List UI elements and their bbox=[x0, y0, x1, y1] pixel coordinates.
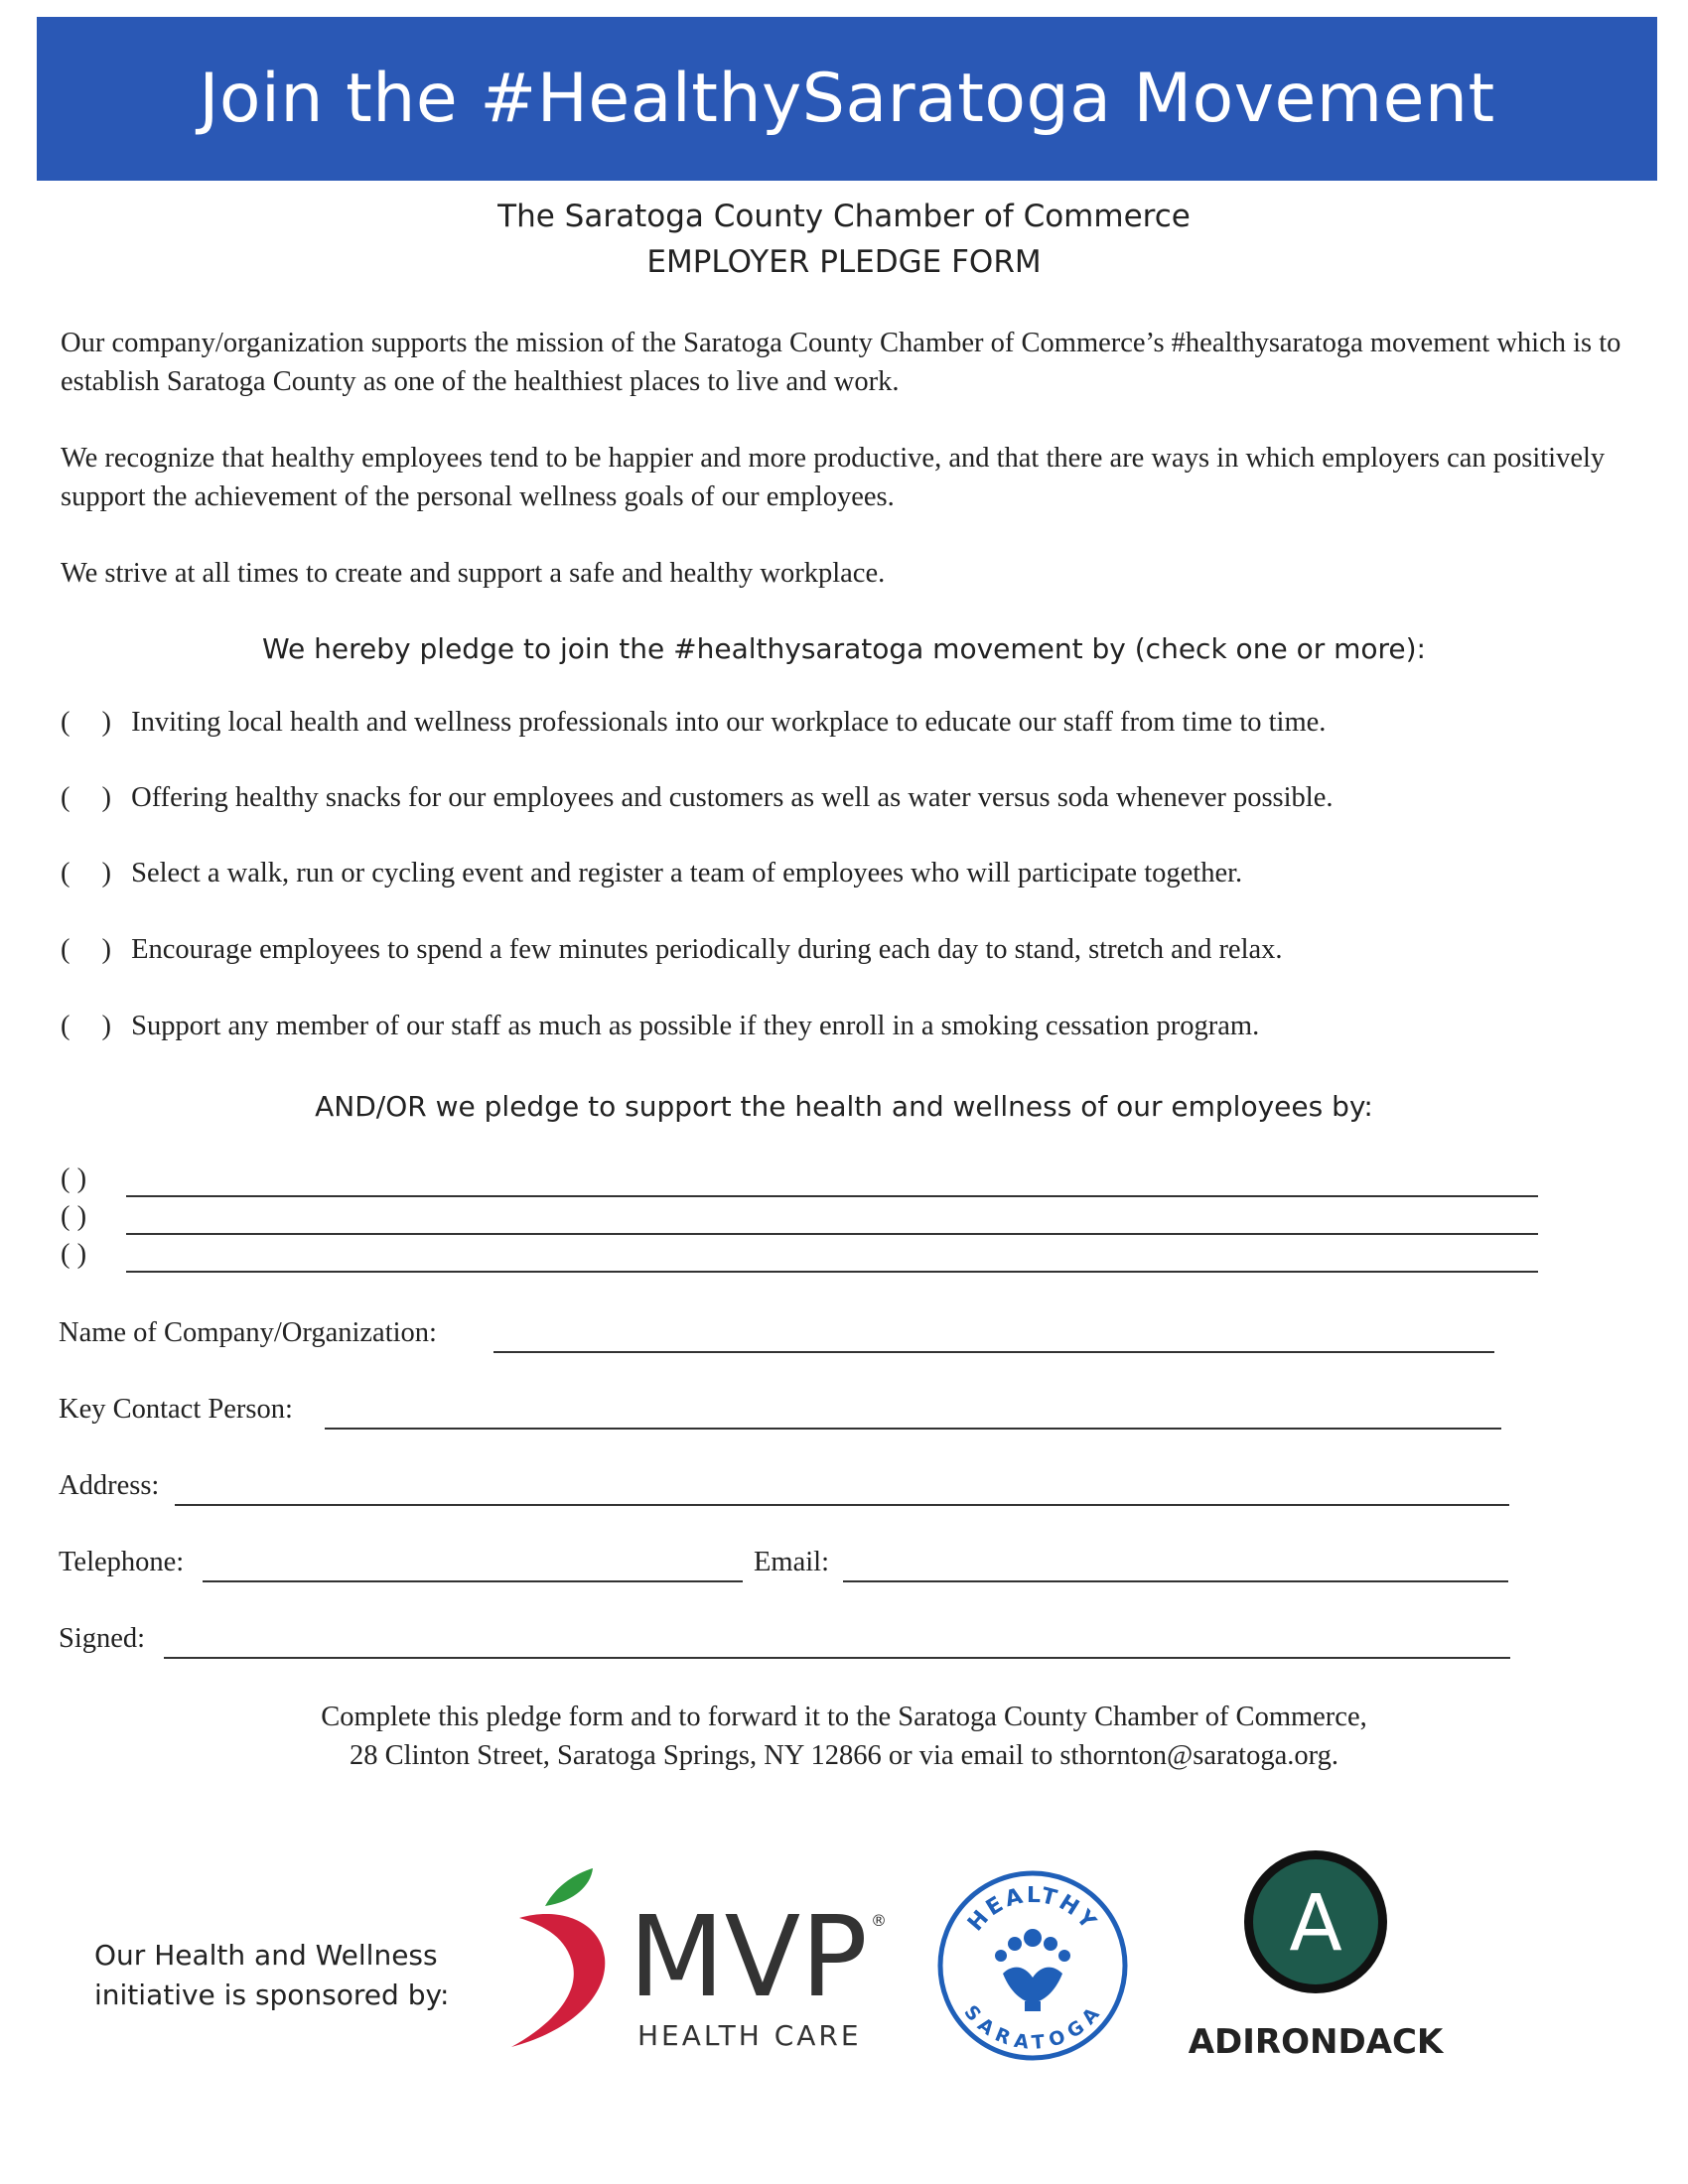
checkbox-parens[interactable]: ( ) bbox=[61, 1201, 87, 1232]
apple-swoosh-icon bbox=[511, 1914, 605, 2047]
adirondack-wordmark: ADIRONDACK bbox=[1188, 2022, 1444, 2062]
mvp-wordmark: MVP bbox=[629, 1893, 868, 2022]
safety-paragraph: We strive at all times to create and support a safe and healthy workplace. bbox=[61, 558, 886, 589]
checkbox-parens[interactable]: ( ) bbox=[61, 1163, 87, 1194]
recognition-paragraph: We recognize that healthy employees tend to be happier and more productive, and that there are ways in which employers can positively support the achievement of the personal wellness goals of our employees. bbox=[61, 443, 1606, 512]
form-title: EMPLOYER PLEDGE FORM bbox=[646, 244, 1042, 280]
checkbox-parens[interactable]: ( ) bbox=[61, 1011, 111, 1041]
company-field[interactable] bbox=[59, 1317, 1498, 1357]
telephone-line[interactable] bbox=[203, 1580, 743, 1582]
company-label: Name of Company/Organization: bbox=[59, 1317, 437, 1348]
registered-mark: ® bbox=[871, 1911, 887, 1930]
signature-line[interactable] bbox=[164, 1657, 1510, 1659]
pledge-option[interactable] bbox=[61, 782, 1334, 814]
contact-label: Key Contact Person: bbox=[59, 1394, 293, 1425]
checkbox-parens[interactable]: ( ) bbox=[61, 858, 111, 888]
pledge-option-label: Support any member of our staff as much as possible if they enroll in a smoking cessation program. bbox=[131, 1011, 1260, 1041]
saratoga-arc-text: SARATOGA bbox=[959, 2000, 1106, 2054]
header-banner bbox=[37, 17, 1657, 181]
pledge-heading: We hereby pledge to join the #healthysaratoga movement by (check one or more): bbox=[262, 632, 1426, 665]
address-label: Address: bbox=[59, 1470, 160, 1501]
organization-title: The Saratoga County Chamber of Commerce bbox=[497, 199, 1191, 234]
instructions-line-2: 28 Clinton Street, Saratoga Springs, NY 12866 or via email to sthornton@saratoga.org. bbox=[350, 1740, 1338, 1771]
mvp-subtitle: HEALTH CARE bbox=[637, 2019, 862, 2052]
pledge-option[interactable] bbox=[61, 1011, 1259, 1042]
healthy-arc-text: HEALTHY bbox=[963, 1882, 1102, 1937]
write-in-line[interactable] bbox=[126, 1271, 1538, 1273]
telephone-email-row[interactable] bbox=[59, 1547, 1518, 1586]
signature-field[interactable] bbox=[59, 1623, 1518, 1663]
instructions-line-1: Complete this pledge form and to forward it to the Saratoga County Chamber of Commerce, bbox=[321, 1702, 1367, 1732]
custom-pledge-line[interactable] bbox=[61, 1201, 1480, 1237]
checkbox-parens[interactable]: ( ) bbox=[61, 1239, 87, 1270]
custom-pledge-line[interactable] bbox=[61, 1163, 1480, 1199]
signed-label: Signed: bbox=[59, 1623, 146, 1654]
write-in-line[interactable] bbox=[126, 1233, 1538, 1235]
contact-line[interactable] bbox=[325, 1428, 1501, 1430]
mission-paragraph: Our company/organization supports the mission of the Saratoga County Chamber of Commerce’s #healthysaratoga movement which is to establish Saratoga County as one of the healthiest places to live and work. bbox=[61, 328, 1621, 397]
email-line[interactable] bbox=[843, 1580, 1508, 1582]
submission-instructions bbox=[0, 1698, 1688, 1775]
banner-title: Join the #HealthySaratoga Movement bbox=[199, 60, 1495, 138]
checkbox-parens[interactable]: ( ) bbox=[61, 934, 111, 965]
address-field[interactable] bbox=[59, 1470, 1518, 1510]
pledge-option-label: Inviting local health and wellness professionals into our workplace to educate our staff from time to time. bbox=[131, 707, 1327, 738]
adirondack-logo bbox=[1182, 1846, 1450, 2065]
email-label: Email: bbox=[754, 1547, 829, 1577]
pledge-option-label: Encourage employees to spend a few minutes periodically during each day to stand, stretch and relax. bbox=[131, 934, 1283, 965]
write-in-line[interactable] bbox=[126, 1195, 1538, 1197]
sponsor-label: Our Health and Wellness initiative is sponsored by: bbox=[94, 1939, 450, 2011]
company-line[interactable] bbox=[493, 1351, 1494, 1353]
custom-pledge-line[interactable] bbox=[61, 1239, 1480, 1275]
leaf-icon bbox=[545, 1868, 593, 1906]
pledge-option[interactable] bbox=[61, 858, 1242, 889]
telephone-label: Telephone: bbox=[59, 1547, 185, 1577]
address-line[interactable] bbox=[175, 1504, 1509, 1506]
pledge-option[interactable] bbox=[61, 707, 1326, 739]
contact-field[interactable] bbox=[59, 1394, 1508, 1433]
pledge-option-label: Select a walk, run or cycling event and register a team of employees who will participate together. bbox=[131, 858, 1243, 888]
pledge-option[interactable] bbox=[61, 934, 1283, 966]
checkbox-parens[interactable]: ( ) bbox=[61, 782, 111, 813]
pledge-option-label: Offering healthy snacks for our employees and customers as well as water versus soda whenever possible. bbox=[131, 782, 1334, 813]
andor-heading: AND/OR we pledge to support the health and wellness of our employees by: bbox=[315, 1090, 1373, 1123]
checkbox-parens[interactable]: ( ) bbox=[61, 707, 111, 738]
mvp-health-care-logo bbox=[501, 1866, 889, 2055]
healthy-saratoga-logo bbox=[933, 1866, 1132, 2065]
adirondack-a-icon: A bbox=[1289, 1879, 1342, 1969]
